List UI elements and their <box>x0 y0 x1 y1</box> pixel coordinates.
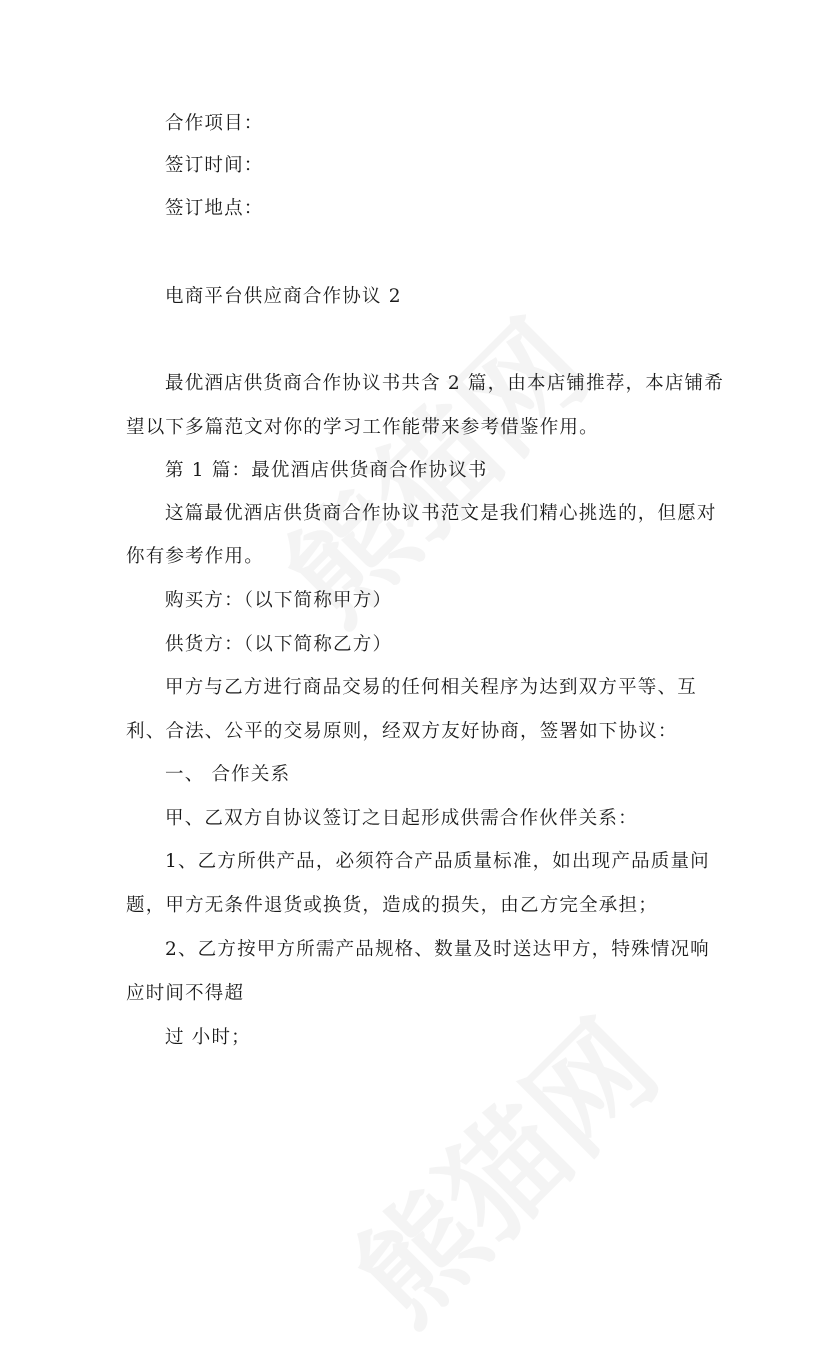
clause-2-line-1: 2、乙方按甲方所需产品规格、数量及时送达甲方，特殊情况响 <box>165 939 710 960</box>
section-1-lead: 甲、乙双方自协议签订之日起形成供需合作伙伴关系： <box>165 808 638 829</box>
clause-1-line-1: 1、乙方所供产品，必须符合产品质量标准，如出现产品质量问 <box>165 851 710 872</box>
article-intro-line-2: 你有参考作用。 <box>126 546 264 567</box>
document-title: 电商平台供应商合作协议 2 <box>165 286 402 307</box>
article-heading: 第 1 篇：最优酒店供货商合作协议书 <box>165 460 488 481</box>
clause-2-line-2: 应时间不得超 <box>126 983 245 1004</box>
party-supplier: 供货方：（以下简称乙方） <box>165 634 393 655</box>
field-sign-time: 签订时间： <box>165 155 264 176</box>
clause-1-line-2: 题，甲方无条件退货或换货，造成的损失，由乙方完全承担； <box>126 895 658 916</box>
field-project: 合作项目： <box>165 113 264 134</box>
section-1-heading: 一、 合作关系 <box>165 764 291 785</box>
intro-line-1: 最优酒店供货商合作协议书共含 2 篇，由本店铺推荐，本店铺希 <box>165 373 725 394</box>
party-buyer: 购买方：（以下简称甲方） <box>165 590 393 611</box>
clause-2-line-3: 过 小时； <box>165 1027 251 1048</box>
preamble-line-1: 甲方与乙方进行商品交易的任何相关程序为达到双方平等、互 <box>165 677 697 698</box>
intro-line-2: 望以下多篇范文对你的学习工作能带来参考借鉴作用。 <box>126 417 599 438</box>
field-sign-place: 签订地点： <box>165 198 264 219</box>
preamble-line-2: 利、合法、公平的交易原则，经双方友好协商，签署如下协议： <box>126 721 678 742</box>
article-intro-line-1: 这篇最优酒店供货商合作协议书范文是我们精心挑选的，但愿对 <box>165 503 717 524</box>
